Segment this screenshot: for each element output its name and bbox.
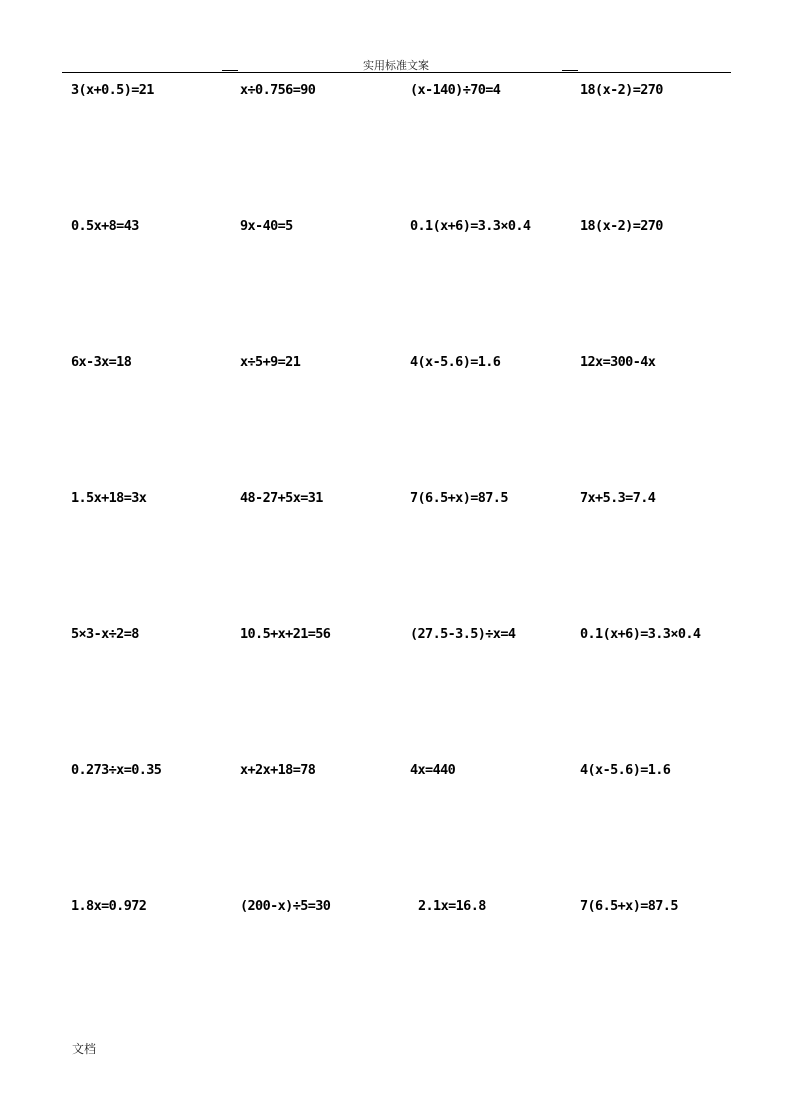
equation: 0.1(x+6)=3.3×0.4 bbox=[580, 626, 701, 642]
equation-row bbox=[70, 898, 750, 1034]
header-tick-right bbox=[562, 70, 578, 71]
equation: 6x-3x=18 bbox=[71, 354, 132, 370]
equation: 0.5x+8=43 bbox=[71, 218, 139, 234]
equation: x+2x+18=78 bbox=[240, 762, 316, 778]
header-tick-left bbox=[222, 70, 238, 71]
equation-row bbox=[70, 354, 750, 490]
equation: 18(x-2)=270 bbox=[580, 82, 663, 98]
equation: (27.5-3.5)÷x=4 bbox=[410, 626, 516, 642]
equation: 4(x-5.6)=1.6 bbox=[410, 354, 501, 370]
equation: 0.1(x+6)=3.3×0.4 bbox=[410, 218, 531, 234]
equation: 3(x+0.5)=21 bbox=[71, 82, 154, 98]
equation: x÷5+9=21 bbox=[240, 354, 301, 370]
equation: 2.1x=16.8 bbox=[418, 898, 486, 914]
equation: 12x=300-4x bbox=[580, 354, 656, 370]
equation: 18(x-2)=270 bbox=[580, 218, 663, 234]
equation: (200-x)÷5=30 bbox=[240, 898, 331, 914]
header-rule bbox=[62, 72, 731, 73]
equation: 4(x-5.6)=1.6 bbox=[580, 762, 671, 778]
equation: 7(6.5+x)=87.5 bbox=[580, 898, 678, 914]
page-header-title: 实用标准文案 bbox=[363, 59, 429, 72]
equation: 1.5x+18=3x bbox=[71, 490, 147, 506]
equation: x÷0.756=90 bbox=[240, 82, 316, 98]
equation-row bbox=[70, 218, 750, 354]
equation: 0.273÷x=0.35 bbox=[71, 762, 162, 778]
equation: 10.5+x+21=56 bbox=[240, 626, 331, 642]
page-footer-label: 文档 bbox=[72, 1042, 97, 1056]
equation: 7x+5.3=7.4 bbox=[580, 490, 656, 506]
equation: 48-27+5x=31 bbox=[240, 490, 323, 506]
equation-grid bbox=[70, 82, 750, 1034]
equation-row bbox=[70, 82, 750, 218]
equation: (x-140)÷70=4 bbox=[410, 82, 501, 98]
equation-row bbox=[70, 626, 750, 762]
equation-row bbox=[70, 490, 750, 626]
equation: 5×3-x÷2=8 bbox=[71, 626, 139, 642]
equation: 7(6.5+x)=87.5 bbox=[410, 490, 508, 506]
equation: 1.8x=0.972 bbox=[71, 898, 147, 914]
equation-row bbox=[70, 762, 750, 898]
equation: 9x-40=5 bbox=[240, 218, 293, 234]
equation: 4x=440 bbox=[410, 762, 456, 778]
